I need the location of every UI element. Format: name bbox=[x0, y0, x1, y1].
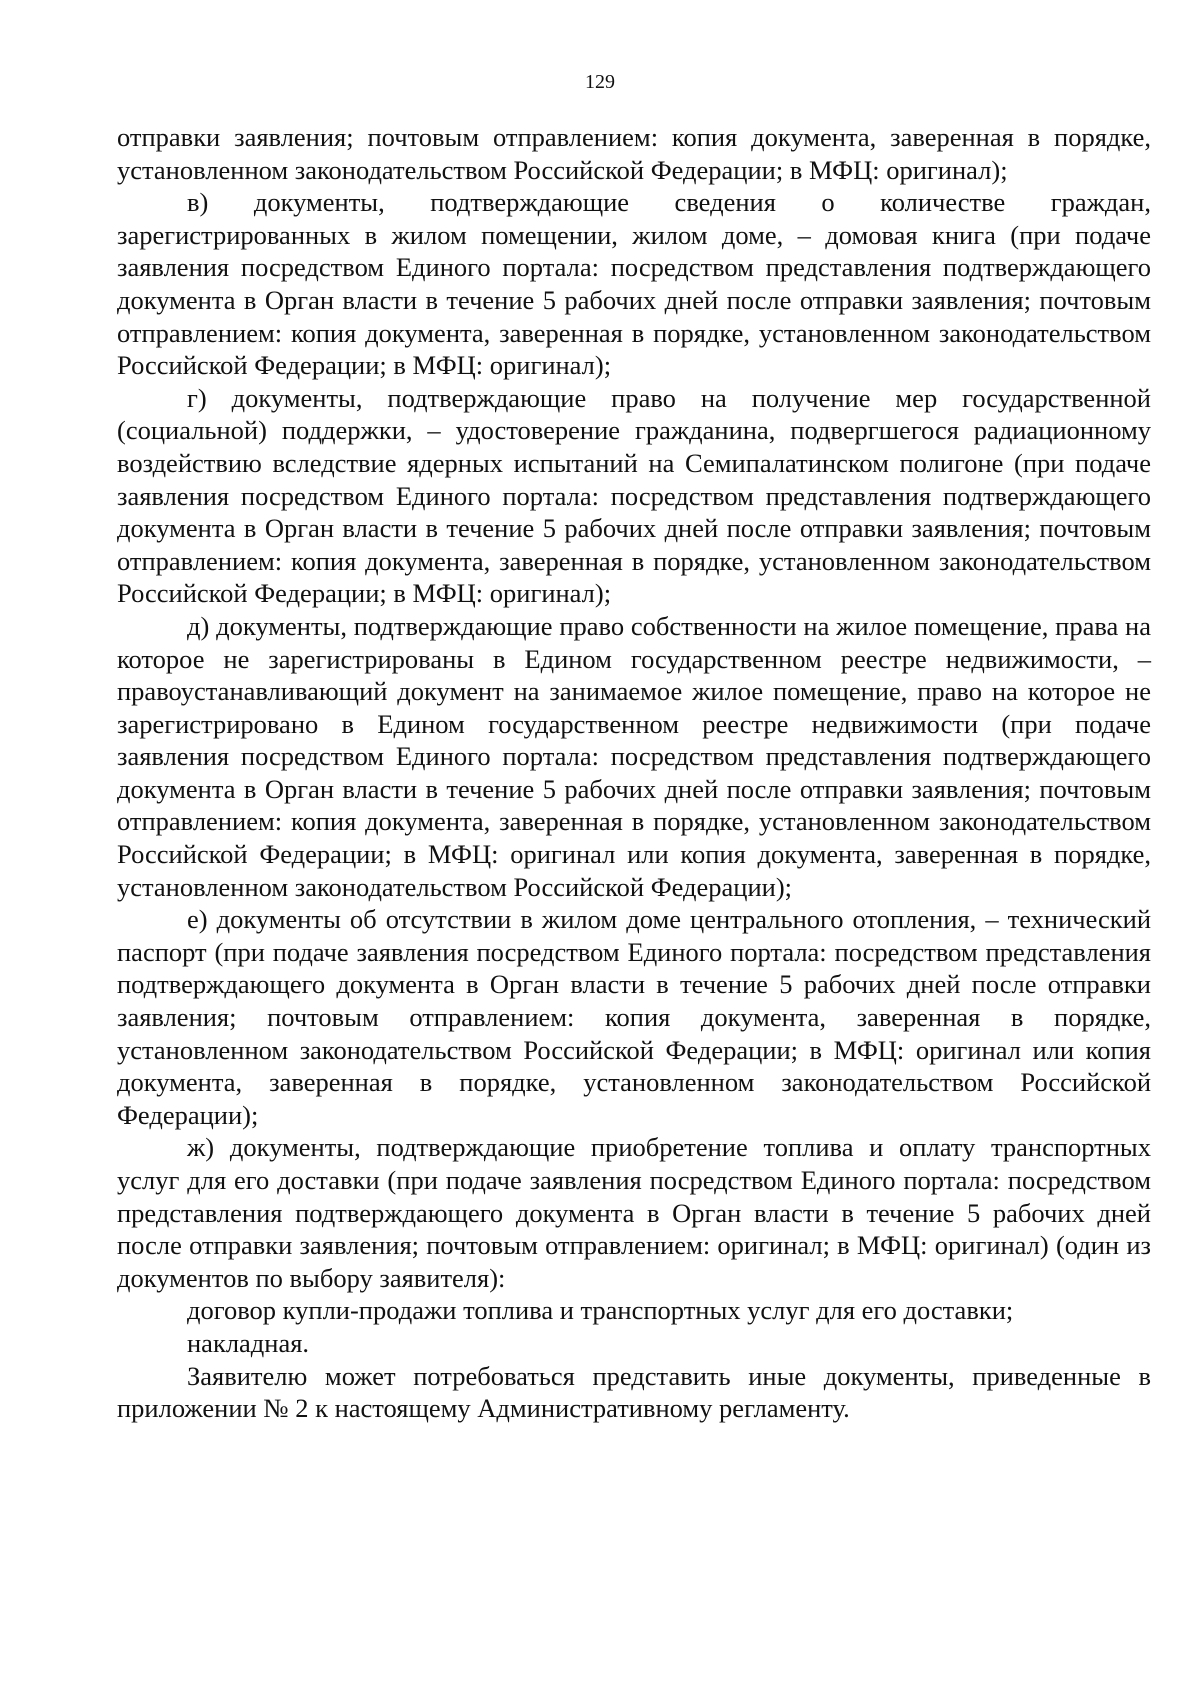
paragraph-list-item-contract: договор купли-продажи топлива и транспортных услуг для его доставки; bbox=[187, 1295, 1014, 1326]
paragraph-continuation: отправки заявления; почтовым отправлением: копия документа, заверенная в порядке, установленном законодательством Российской Федерации; в МФЦ: оригинал); bbox=[117, 122, 1151, 185]
paragraph-closing-note: Заявителю может потребоваться представить иные документы, приведенные в приложении № 2 к настоящему Административному регламенту. bbox=[117, 1360, 1151, 1424]
body-text bbox=[117, 121, 1151, 1425]
paragraph-item-zh: ж) документы, подтверждающие приобретение топлива и оплату транспортных услуг для его доставки (при подаче заявления посредством Единого портала: посредством представления подтверждающего документа в Орган власти в течение 5 рабочих дней после отправки заявления; почтовым отправлением: оригинал; в МФЦ: оригинал) (один из документов по выбору заявителя): bbox=[117, 1132, 1151, 1293]
page-number: 129 bbox=[585, 71, 615, 93]
paragraph-list-item-waybill: накладная. bbox=[187, 1327, 310, 1358]
paragraph-item-e: е) документы об отсутствии в жилом доме центрального отопления, – технический паспорт (при подаче заявления посредством Единого портала: посредством представления подтверждающего документа в Орган власти в течение 5 рабочих дней после отправки заявления; почтовым отправлением: копия документа, заверенная в порядке, установленном законодательством Российской Федерации; в МФЦ: оригинал или копия документа, заверенная в порядке, установленном законодательством Российской Федерации); bbox=[117, 904, 1151, 1130]
paragraph-item-g: г) документы, подтверждающие право на получение мер государственной (социальной) поддержки, – удостоверение гражданина, подвергшегося радиационному воздействию вследствие ядерных испытаний на Семипалатинском полигоне (при подаче заявления посредством Единого портала: посредством представления подтверждающего документа в Орган власти в течение 5 рабочих дней после отправки заявления; почтовым отправлением: копия документа, заверенная в порядке, установленном законодательством Российской Федерации; в МФЦ: оригинал); bbox=[117, 382, 1151, 609]
paragraph-item-d: д) документы, подтверждающие право собственности на жилое помещение, права на которое не зарегистрированы в Едином государственном реестре недвижимости, – правоустанавливающий документ на занимаемое жилое помещение, право на которое не зарегистрировано в Едином государственном реестре недвижимости (при подаче заявления посредством Единого портала: посредством представления подтверждающего документа в Орган власти в течение 5 рабочих дней после отправки заявления; почтовым отправлением: копия документа, заверенная в порядке, установленном законодательством Российской Федерации; в МФЦ: оригинал или копия документа, заверенная в порядке, установленном законодательством Российской Федерации); bbox=[117, 610, 1151, 902]
paragraph-item-v: в) документы, подтверждающие сведения о количестве граждан, зарегистрированных в жилом помещении, жилом доме, – домовая книга (при подаче заявления посредством Единого портала: посредством представления подтверждающего документа в Орган власти в течение 5 рабочих дней после отправки заявления; почтовым отправлением: копия документа, заверенная в порядке, установленном законодательством Российской Федерации; в МФЦ: оригинал); bbox=[117, 187, 1151, 381]
